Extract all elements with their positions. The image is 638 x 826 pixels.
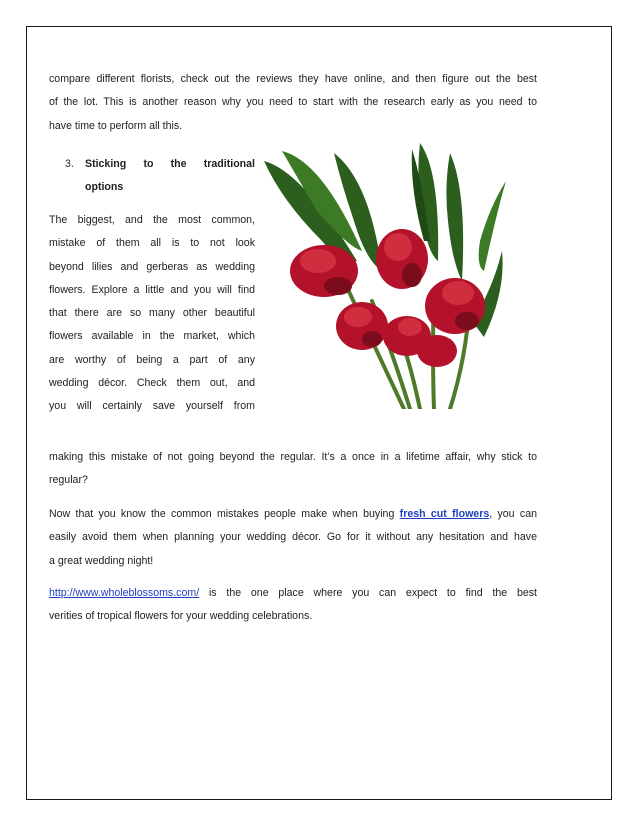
text-line: wedding décor. Check them out, and (49, 377, 255, 390)
text-line: are worthy of being a part of any (49, 353, 255, 366)
text-line: have time to perform all this. (49, 119, 183, 132)
heading-line-1 (85, 153, 255, 176)
text-line (49, 582, 537, 605)
text-segment: Now that you know the common mistakes people make when buying (49, 508, 400, 520)
text-line: beyond lilies and gerberas as wedding (49, 260, 255, 273)
heading-word: traditional (203, 158, 255, 170)
text-line: that there are so many other beautiful (49, 307, 255, 320)
final-paragraph (49, 582, 537, 629)
heading-word: Sticking (85, 158, 127, 170)
flower-image (262, 141, 512, 409)
text-line: The biggest, and the most common, (49, 214, 255, 226)
continuation-paragraph (49, 446, 537, 493)
text-line: mistake of them all is to not look (49, 237, 255, 250)
text-segment: is the one place where you can expect to find the best (199, 587, 537, 599)
closing-paragraph (49, 503, 537, 573)
text-line: you will certainly save yourself from (49, 400, 255, 413)
text-line: flowers available in the market, which (49, 330, 255, 343)
intro-paragraph (49, 68, 537, 138)
text-line: compare different florists, check out the reviews they have online, and then figure out the best (49, 73, 537, 85)
text-line: of the lot. This is another reason why you need to start with the research early as you need to (49, 96, 537, 109)
wholeblossoms-url-link[interactable]: http://www.wholeblossoms.com/ (49, 587, 200, 599)
heading-word: to (143, 158, 154, 170)
text-line (49, 503, 537, 526)
text-line: regular? (49, 474, 88, 487)
text-line: verities of tropical flowers for your wedding celebrations. (49, 610, 313, 623)
red-ginger-flowers-illustration (262, 141, 512, 409)
heading-word: the (170, 158, 187, 170)
fresh-cut-flowers-link[interactable]: fresh cut flowers (399, 508, 490, 520)
heading-line-2: options (85, 181, 124, 193)
text-segment: , you can (489, 508, 537, 520)
side-paragraph (49, 209, 255, 419)
text-line: flowers. Explore a little and you will find (49, 283, 255, 296)
list-number: 3. (65, 158, 74, 170)
text-line: making this mistake of not going beyond the regular. It’s a once in a lifetime affair, why stick to (49, 451, 537, 463)
text-line: easily avoid them when planning your wedding décor. Go for it without any hesitation and have (49, 531, 537, 544)
text-line: a great wedding night! (49, 554, 154, 567)
